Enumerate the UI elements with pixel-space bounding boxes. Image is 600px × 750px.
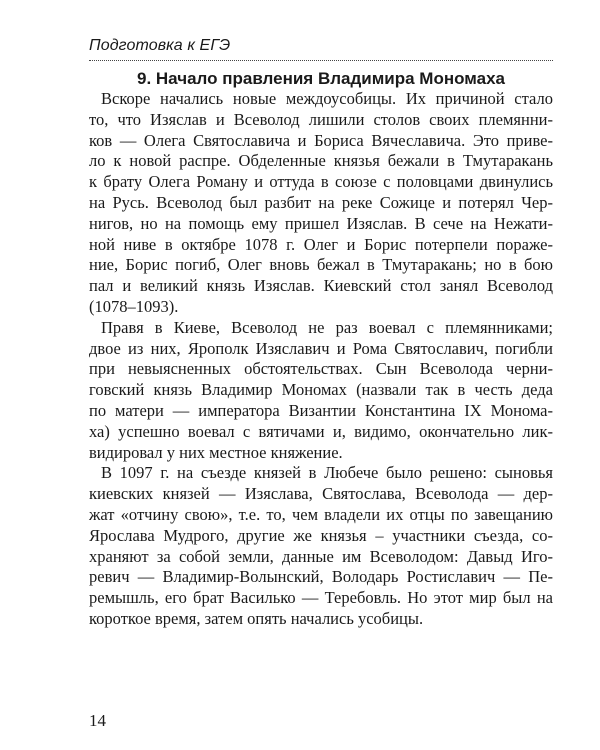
text-line: Ярослава Мудрого, другие же князья – участники съезда, со- bbox=[89, 525, 553, 545]
text-line: ха) успешно воевал с вятичами и, видимо, окончательно лик- bbox=[89, 421, 553, 441]
body-text bbox=[89, 89, 553, 630]
text-line: ревич — Владимир-Волынский, Володарь Ростиславич — Пе- bbox=[89, 567, 553, 587]
text-line: ков — Олега Святославича и Бориса Вячеславича. Это приве- bbox=[89, 130, 553, 150]
text-line: ло к новой распре. Обделенные князья бежали в Тмутаракань bbox=[89, 151, 553, 171]
text-line: на Русь. Всеволод был разбит на реке Сожице и потерял Чер- bbox=[89, 192, 553, 212]
section-title: 9. Начало правления Владимира Мономаха bbox=[137, 69, 505, 88]
text-line: (1078–1093). bbox=[89, 296, 179, 316]
text-line: к брату Олега Роману и оттуда в союзе с половцами двинулись bbox=[89, 172, 553, 192]
header-divider bbox=[89, 60, 553, 61]
text-line: ной ниве в октябре 1078 г. Олег и Борис потерпели пораже- bbox=[89, 234, 553, 254]
text-line: говский князь Владимир Мономах (назвали так в честь деда bbox=[89, 380, 553, 400]
text-line: двое из них, Ярополк Изяславич и Рома Святославич, погибли bbox=[89, 338, 553, 358]
text-line: по матери — императора Византии Константина IX Монома- bbox=[89, 400, 553, 420]
page-number: 14 bbox=[89, 711, 106, 730]
text-line: пал и великий князь Изяслав. Киевский стол занял Всеволод bbox=[89, 276, 553, 296]
text-line: при невыясненных обстоятельствах. Сын Всеволода черни- bbox=[89, 359, 553, 379]
text-line: короткое время, затем опять начались усобицы. bbox=[89, 608, 424, 628]
running-head: Подготовка к ЕГЭ bbox=[89, 37, 231, 54]
text-line: видировал у них местное княжение. bbox=[89, 442, 343, 462]
text-line: Вскоре начались новые междоусобицы. Их причиной стало bbox=[101, 89, 553, 108]
text-line: жат «отчину свою», т.е. то, чем владели их отцы по завещанию bbox=[89, 504, 553, 524]
text-line: В 1097 г. на съезде князей в Любече было решено: сыновья bbox=[101, 463, 553, 483]
text-line: то, что Изяслав и Всеволод лишили столов своих племянни- bbox=[89, 109, 553, 129]
text-line: ремышль, его брат Василько — Теребовль. Но этот мир был на bbox=[89, 588, 553, 608]
text-line: Правя в Киеве, Всеволод не раз воевал с племянниками; bbox=[101, 317, 553, 337]
text-line: нигов, но на помощь ему пришел Изяслав. В сече на Нежати- bbox=[89, 213, 553, 233]
text-line: храняют за собой земли, данные им Всеволодом: Давыд Иго- bbox=[89, 546, 553, 566]
text-line: киевских князей — Изяслава, Святослава, Всеволода — дер- bbox=[89, 484, 553, 504]
text-line: ние, Борис погиб, Олег вновь бежал в Тмутаракань; но в бою bbox=[89, 255, 553, 275]
